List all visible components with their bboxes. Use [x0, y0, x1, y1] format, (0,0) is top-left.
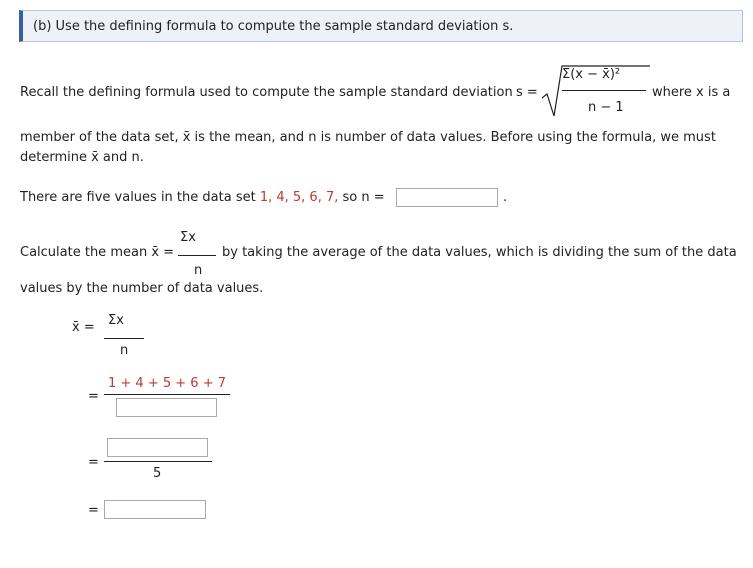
data-set-values: 1, 4, 5, 6, 7, [259, 190, 339, 205]
sum-denominator-input[interactable] [116, 398, 217, 417]
sd-formula-denominator: n − 1 [588, 100, 624, 115]
mean-answer-input[interactable] [104, 500, 206, 519]
sum-expression: 1 + 4 + 5 + 6 + 7 [108, 376, 226, 391]
mean-fraction-bar [178, 255, 216, 256]
equals-sign-3: = [88, 503, 99, 518]
sd-formula-numerator: Σ(x − x̄)² [562, 67, 621, 82]
recall-text: Recall the defining formula used to compute the sample standard deviation [20, 85, 513, 100]
sum-fraction-bar [104, 394, 230, 395]
work-fraction-numerator: Σx [108, 313, 124, 328]
sd-formula-fraction-bar [562, 90, 646, 91]
mean-suffix: by taking the average of the data values, which is dividing the sum of the data [222, 245, 737, 260]
work-fraction-bar [104, 338, 144, 339]
period: . [503, 190, 508, 205]
part-header [19, 10, 743, 42]
n-answer-input[interactable] [396, 188, 498, 207]
part-header-text: (b) Use the defining formula to compute the sample standard deviation s. [33, 19, 514, 34]
mean-fraction-numerator: Σx [180, 230, 196, 245]
where-text: where x is a [652, 85, 731, 100]
equals-sign-1: = [88, 389, 99, 404]
data-set-text [20, 190, 385, 205]
equals-sign-2: = [88, 455, 99, 470]
recall-line3: determine x̄ and n. [20, 150, 144, 165]
denominator-value: 5 [153, 466, 162, 481]
mean-prefix: Calculate the mean x̄ = [20, 245, 175, 260]
work-fraction-denominator: n [120, 343, 129, 358]
s-equals: s = [516, 85, 538, 100]
xbar-equals: x̄ = [72, 320, 95, 335]
mean-calc-fraction-bar [104, 461, 212, 462]
mean-fraction-denominator: n [194, 263, 203, 278]
recall-line2: member of the data set, x̄ is the mean, and n is number of data values. Before using the formula, we must [20, 130, 716, 145]
mean-line2: values by the number of data values. [20, 281, 264, 296]
numerator-sum-input[interactable] [107, 438, 208, 457]
so-n-label: so n = [342, 190, 385, 205]
data-set-prefix: There are five values in the data set [20, 190, 256, 205]
